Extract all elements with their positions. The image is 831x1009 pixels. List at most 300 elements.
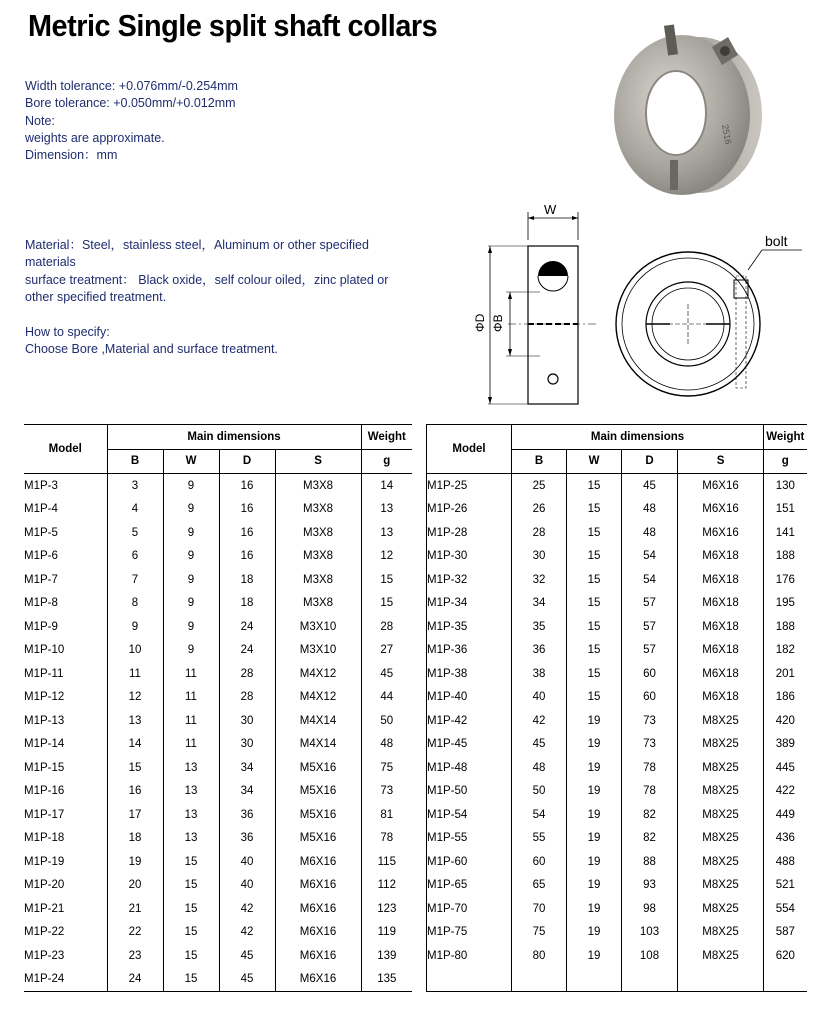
bore-cell: 54 [512,803,567,827]
column-header-s: S [678,449,764,474]
model-header: Model [427,425,512,474]
spec-table-left [24,424,412,992]
bore-cell: 20 [107,874,163,898]
width-cell: 13 [163,827,219,851]
bore-cell: 21 [107,897,163,921]
weight-cell: 14 [380,479,394,492]
model-cell: M1P-70 [427,897,512,921]
bore-cell: 32 [512,568,567,592]
diameter-cell: 42 [219,921,275,945]
weight-cell: 78 [380,832,394,845]
weight-cell: 73 [380,785,394,798]
screw-cell: M8X25 [678,850,764,874]
screw-cell: M6X16 [275,850,361,874]
weight-cell: 81 [380,808,394,821]
table-row [427,733,807,757]
model-cell: M1P-15 [24,756,107,780]
model-cell: M1P-17 [24,803,107,827]
model-cell: M1P-55 [427,827,512,851]
screw-cell: M6X16 [275,921,361,945]
width-cell: 15 [163,897,219,921]
weight-cell: 488 [775,855,795,868]
width-cell: 15 [567,521,622,545]
weight-cell: 112 [377,879,396,892]
table-row [427,874,807,898]
diameter-cell: 28 [219,662,275,686]
diameter-cell: 30 [219,733,275,757]
bore-cell: 4 [107,498,163,522]
material-line: Material：Steel，stainless steel，Aluminum or other specified [25,238,369,252]
width-cell: 15 [567,662,622,686]
model-cell: M1P-34 [427,592,512,616]
bore-cell: 24 [107,968,163,992]
shaft-collar-photo [600,15,770,200]
model-cell: M1P-9 [24,615,107,639]
weight-cell: 12 [380,550,394,563]
screw-cell: M8X25 [678,756,764,780]
tolerance-notes [25,78,238,164]
column-header-b: B [107,449,163,474]
diameter-cell: 57 [622,592,678,616]
diameter-cell: 60 [622,686,678,710]
diameter-cell: 98 [622,897,678,921]
model-cell: M1P-28 [427,521,512,545]
screw-cell: M8X25 [678,827,764,851]
weight-cell: 15 [380,573,394,586]
diameter-cell: 34 [219,756,275,780]
table-row [24,662,412,686]
bore-cell: 26 [512,498,567,522]
screw-cell: M8X25 [678,733,764,757]
weight-cell: 521 [775,879,795,892]
weight-cell: 195 [775,597,795,610]
table-row [427,568,807,592]
width-cell: 15 [567,639,622,663]
screw-cell: M5X16 [275,780,361,804]
weight-cell: 188 [775,620,795,633]
weight-cell: 201 [775,667,795,680]
bore-cell: 23 [107,944,163,968]
width-cell: 19 [567,756,622,780]
model-cell: M1P-75 [427,921,512,945]
weight-cell: 141 [775,526,795,539]
model-cell: M1P-36 [427,639,512,663]
diameter-cell: 82 [622,803,678,827]
screw-cell: M3X8 [275,545,361,569]
width-cell: 9 [163,521,219,545]
bore-cell: 35 [512,615,567,639]
screw-cell: M3X8 [275,498,361,522]
screw-cell: M6X16 [275,874,361,898]
screw-cell: M3X10 [275,615,361,639]
weight-unit-header: g [764,449,807,474]
diameter-cell: 18 [219,568,275,592]
width-cell: 15 [567,615,622,639]
width-cell: 9 [163,474,219,498]
table-row [427,639,807,663]
width-cell: 19 [567,874,622,898]
bore-cell: 65 [512,874,567,898]
width-cell: 15 [567,474,622,498]
bore-cell: 60 [512,850,567,874]
screw-cell: M8X25 [678,803,764,827]
screw-cell: M8X25 [678,944,764,968]
diameter-cell: 16 [219,545,275,569]
column-header-d: D [622,449,678,474]
model-cell: M1P-26 [427,498,512,522]
diameter-cell: 73 [622,709,678,733]
model-cell: M1P-50 [427,780,512,804]
weight-header: Weight [361,425,412,450]
diameter-cell: 48 [622,498,678,522]
model-cell: M1P-45 [427,733,512,757]
model-cell: M1P-8 [24,592,107,616]
bore-cell: 50 [512,780,567,804]
width-cell: 15 [567,568,622,592]
model-cell: M1P-21 [24,897,107,921]
bore-cell: 48 [512,756,567,780]
table-row [427,944,807,968]
bore-cell: 3 [107,474,163,498]
diameter-cell: 78 [622,780,678,804]
spec-line: Note: [25,113,55,128]
diameter-cell: 45 [219,944,275,968]
bore-cell: 17 [107,803,163,827]
width-cell: 15 [567,686,622,710]
empty-cell [764,968,807,992]
column-header-d: D [219,449,275,474]
screw-cell: M8X25 [678,921,764,945]
screw-cell: M4X14 [275,709,361,733]
diameter-cell: 82 [622,827,678,851]
model-cell: M1P-14 [24,733,107,757]
table-row [24,780,412,804]
table-row [24,498,412,522]
table-row [24,639,412,663]
bore-cell: 36 [512,639,567,663]
screw-cell: M6X18 [678,592,764,616]
table-row [427,545,807,569]
table-row [24,568,412,592]
column-header-w: W [567,449,622,474]
spec-table-right [426,424,807,992]
model-cell: M1P-42 [427,709,512,733]
model-cell: M1P-40 [427,686,512,710]
bore-cell: 15 [107,756,163,780]
weight-cell: 28 [380,620,394,633]
model-cell: M1P-3 [24,474,107,498]
model-cell: M1P-19 [24,850,107,874]
screw-cell: M6X18 [678,545,764,569]
weight-cell: 13 [380,526,394,539]
bore-cell: 34 [512,592,567,616]
diameter-cell: 108 [622,944,678,968]
main-dimensions-header: Main dimensions [512,425,764,450]
screw-cell: M3X10 [275,639,361,663]
width-cell: 15 [163,921,219,945]
width-cell: 19 [567,850,622,874]
screw-cell: M6X16 [678,498,764,522]
table-row [427,615,807,639]
table-row [427,850,807,874]
bore-cell: 9 [107,615,163,639]
width-cell: 13 [163,803,219,827]
width-cell: 15 [163,968,219,992]
column-header-s: S [275,449,361,474]
screw-cell: M6X18 [678,639,764,663]
width-cell: 11 [163,733,219,757]
weight-cell: 130 [775,479,795,492]
photo-engraving: 2516 [720,123,734,146]
bore-cell: 11 [107,662,163,686]
table-row [24,968,412,992]
b-dimension-label: ΦB [491,314,505,332]
model-cell: M1P-38 [427,662,512,686]
table-row [427,827,807,851]
weight-cell: 389 [775,738,795,751]
material-line: surface treatment： Black oxide，self colour oiled，zinc plated or [25,272,389,287]
empty-cell [678,968,764,992]
weight-cell: 75 [380,761,394,774]
bore-cell: 10 [107,639,163,663]
width-cell: 11 [163,709,219,733]
weight-cell: 182 [775,644,795,657]
width-cell: 13 [163,780,219,804]
screw-cell: M6X18 [678,615,764,639]
width-cell: 15 [163,850,219,874]
empty-cell [567,968,622,992]
bore-cell: 55 [512,827,567,851]
bore-cell: 7 [107,568,163,592]
width-cell: 19 [567,733,622,757]
screw-cell: M5X16 [275,803,361,827]
diameter-cell: 16 [219,474,275,498]
how-to-specify [25,324,278,359]
bore-cell: 38 [512,662,567,686]
width-cell: 15 [163,944,219,968]
material-notes [25,237,388,306]
screw-cell: M6X18 [678,662,764,686]
diameter-cell: 93 [622,874,678,898]
screw-cell: M6X18 [678,568,764,592]
model-cell: M1P-5 [24,521,107,545]
empty-cell [512,968,567,992]
screw-cell: M6X16 [275,968,361,992]
bore-cell: 80 [512,944,567,968]
screw-cell: M3X8 [275,521,361,545]
width-cell: 19 [567,897,622,921]
weight-cell: 139 [377,949,397,962]
diameter-cell: 36 [219,827,275,851]
screw-cell: M6X16 [275,944,361,968]
bolt-label: bolt [765,233,788,249]
diameter-cell: 24 [219,639,275,663]
weight-cell: 554 [775,902,795,915]
screw-cell: M3X8 [275,592,361,616]
screw-cell: M3X8 [275,568,361,592]
diameter-cell: 30 [219,709,275,733]
table-row [24,921,412,945]
bore-cell: 13 [107,709,163,733]
material-line: other specified treatment. [25,289,167,304]
table-row [427,897,807,921]
model-cell: M1P-25 [427,474,512,498]
model-cell: M1P-23 [24,944,107,968]
diameter-cell: 45 [622,474,678,498]
diameter-cell: 60 [622,662,678,686]
bore-cell: 14 [107,733,163,757]
width-cell: 9 [163,568,219,592]
table-row [427,521,807,545]
main-dimensions-header: Main dimensions [107,425,361,450]
width-cell: 11 [163,686,219,710]
technical-drawing [473,200,810,410]
model-cell: M1P-20 [24,874,107,898]
diameter-cell: 40 [219,850,275,874]
weight-cell: 445 [775,761,795,774]
diameter-cell: 16 [219,521,275,545]
diameter-cell: 88 [622,850,678,874]
diameter-cell: 42 [219,897,275,921]
width-cell: 9 [163,545,219,569]
table-row [24,709,412,733]
width-cell: 9 [163,592,219,616]
screw-cell: M5X16 [275,756,361,780]
model-cell: M1P-60 [427,850,512,874]
model-cell: M1P-32 [427,568,512,592]
diameter-cell: 34 [219,780,275,804]
screw-cell: M3X8 [275,474,361,498]
screw-cell: M8X25 [678,780,764,804]
width-cell: 19 [567,709,622,733]
table-row [427,921,807,945]
column-header-w: W [163,449,219,474]
diameter-cell: 45 [219,968,275,992]
model-cell: M1P-30 [427,545,512,569]
diameter-cell: 28 [219,686,275,710]
model-cell: M1P-54 [427,803,512,827]
weight-cell: 176 [775,573,795,586]
table-row [24,521,412,545]
diameter-cell: 103 [622,921,678,945]
weight-header: Weight [764,425,807,450]
weight-cell: 27 [380,644,394,657]
weight-cell: 422 [775,785,795,798]
table-row [427,686,807,710]
weight-cell: 123 [377,902,397,915]
width-cell: 15 [567,498,622,522]
spec-line: weights are approximate. [25,130,165,145]
diameter-cell: 18 [219,592,275,616]
diameter-cell: 36 [219,803,275,827]
table-row-empty [427,968,807,992]
bore-cell: 22 [107,921,163,945]
model-cell: M1P-10 [24,639,107,663]
bore-cell: 6 [107,545,163,569]
width-cell: 9 [163,639,219,663]
weight-cell: 135 [361,968,412,992]
weight-cell: 50 [380,714,394,727]
bore-cell: 70 [512,897,567,921]
model-cell: M1P-7 [24,568,107,592]
bore-cell: 28 [512,521,567,545]
width-cell: 19 [567,827,622,851]
diameter-cell: 40 [219,874,275,898]
diameter-cell: 54 [622,545,678,569]
weight-cell: 45 [380,667,394,680]
width-cell: 13 [163,756,219,780]
screw-cell: M4X14 [275,733,361,757]
screw-cell: M6X16 [678,521,764,545]
column-header-b: B [512,449,567,474]
weight-cell: 119 [377,926,396,939]
diameter-cell: 16 [219,498,275,522]
weight-cell: 44 [380,691,394,704]
table-row [427,709,807,733]
model-cell: M1P-6 [24,545,107,569]
model-cell: M1P-22 [24,921,107,945]
table-row [24,756,412,780]
table-row [427,474,807,498]
width-cell: 19 [567,803,622,827]
howto-line: Choose Bore ,Material and surface treatment. [25,342,278,357]
bore-cell: 5 [107,521,163,545]
table-row [427,662,807,686]
model-cell: M1P-48 [427,756,512,780]
material-line: materials [25,255,76,270]
table-row [427,803,807,827]
table-row [24,545,412,569]
spec-line: Dimension：mm [25,148,118,163]
empty-cell [622,968,678,992]
table-row [24,615,412,639]
model-cell: M1P-80 [427,944,512,968]
bore-cell: 45 [512,733,567,757]
weight-cell: 587 [775,926,795,939]
table-row [24,897,412,921]
screw-cell: M4X12 [275,686,361,710]
spec-line: Width tolerance: +0.076mm/-0.254mm [25,79,238,93]
width-cell: 15 [567,592,622,616]
table-row [427,592,807,616]
weight-cell: 115 [377,855,396,868]
weight-cell: 48 [380,738,394,751]
table-row [24,686,412,710]
table-row [427,780,807,804]
weight-cell: 151 [775,503,795,516]
width-cell: 9 [163,615,219,639]
model-cell: M1P-18 [24,827,107,851]
model-cell: M1P-13 [24,709,107,733]
w-dimension-label: W [544,202,557,217]
width-cell: 11 [163,662,219,686]
table-row [24,874,412,898]
screw-cell: M8X25 [678,709,764,733]
model-cell: M1P-16 [24,780,107,804]
width-cell: 9 [163,498,219,522]
bore-cell: 16 [107,780,163,804]
bore-cell: 18 [107,827,163,851]
weight-cell: 620 [775,949,795,962]
table-row [24,944,412,968]
width-cell: 15 [163,874,219,898]
screw-cell: M8X25 [678,897,764,921]
diameter-cell: 24 [219,615,275,639]
diameter-cell: 57 [622,639,678,663]
width-cell: 19 [567,944,622,968]
bore-cell: 42 [512,709,567,733]
spec-line: Bore tolerance: +0.050mm/+0.012mm [25,96,236,111]
